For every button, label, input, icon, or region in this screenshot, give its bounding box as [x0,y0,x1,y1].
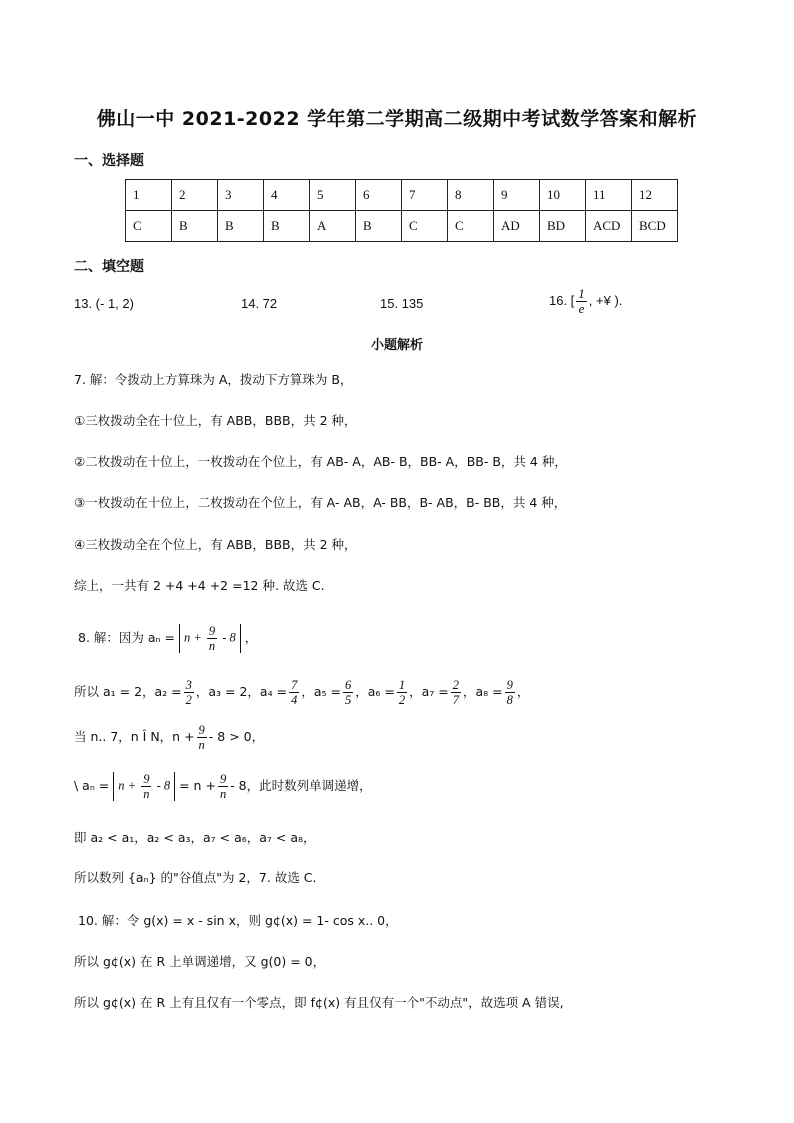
fraction-denominator: e [578,301,585,316]
q8-therefore-pre: \ aₙ = [74,778,110,793]
q10-line-3: 所以 g¢(x) 在 R 上有且仅有一个零点，即 f¢(x) 有且仅有一个"不动点"，故选项 A 错误, [74,995,564,1010]
q8-line-1-text: 8. 解：因为 aₙ = [78,630,175,645]
q8-line-4: \ aₙ = n + $\frac{9}{n}$ - 8 = n + $\frac{9}{n}$ - 8，此时数列单调递增， [74,772,372,801]
q7-line-2: ①三枚拨动全在十位上，有 ABB，BBB，共 2 种， [74,413,357,428]
q8-seq-a6: ，a₆ = [355,684,395,699]
answer-16-suffix: , +¥ ). [588,292,623,308]
answer-14: 14. 72 [241,296,278,311]
table-cell: 5 [310,180,356,211]
q7-line-4: ③一枚拨动在十位上，二枚拨动在个位上，有 A- AB，A- BB，B- AB，B- BB，共 4 种， [74,495,567,510]
q8-cond-pre: 当 n.. 7，n Î N，n + [74,729,195,744]
q10-line-2: 所以 g¢(x) 在 R 上单调递增，又 g(0) = 0， [74,954,326,969]
table-cell: A [310,211,356,242]
answer-15: 15. 135 [380,296,424,311]
q8-line-1-end: ， [244,630,258,645]
answer-16-prefix: 16. [ [549,292,575,308]
q10-line-1: 10. 解：令 g(x) = x - sin x，则 g¢(x) = 1- cos x.. 0， [78,913,398,928]
q7-line-3: ②二枚拨动在十位上，一枚拨动在个位上，有 AB- A，AB- B，BB- A，BB- B，共 4 种， [74,454,567,469]
section-fill-heading: 二、填空题 [74,259,144,275]
table-cell: B [264,211,310,242]
table-cell: 2 [172,180,218,211]
table-cell: 8 [448,180,494,211]
answer-16 [549,287,622,316]
q8-line-5: 即 a₂ < a₁，a₂ < a₃，a₇ < a₆，a₇ < a₈， [74,830,316,845]
q8-seq-a5: ，a₅ = [301,684,341,699]
q8-cond-post: - 8 > 0， [208,729,265,744]
table-cell: BD [540,211,586,242]
table-cell: C [126,211,172,242]
q8-seq-end: ， [516,684,530,699]
q7-line-6: 综上，一共有 2 +4 +4 +2 =12 种. 故选 C. [74,578,325,593]
answer-13: 13. (- 1, 2) [74,296,134,311]
solutions-heading: 小题解析 [370,338,423,353]
table-cell: B [172,211,218,242]
q8-seq-a8: ，a₈ = [462,684,503,699]
table-row-numbers [126,180,678,211]
answer-table [125,179,678,242]
q7-line-1: 7. 解：令拨动上方算珠为 A，拨动下方算珠为 B， [74,372,353,387]
table-row-answers [126,211,678,242]
q8-line-6: 所以数列 {aₙ} 的"谷值点"为 2，7. 故选 C. [74,870,317,885]
table-cell: 10 [540,180,586,211]
table-cell: 9 [494,180,540,211]
table-cell: ACD [586,211,632,242]
q8-line-1 [78,624,257,653]
table-cell: B [356,211,402,242]
q7-line-5: ④三枚拨动全在个位上，有 ABB，BBB，共 2 种， [74,537,357,552]
table-cell: C [448,211,494,242]
table-cell: BCD [632,211,678,242]
table-cell: 12 [632,180,678,211]
table-cell: 3 [218,180,264,211]
table-cell: 7 [402,180,448,211]
table-cell: 1 [126,180,172,211]
absolute-value: n + $\frac{9}{n}$ - 8 [113,772,175,801]
q8-seq-a3: ，a₃ = 2，a₄ = [195,684,288,699]
q8-therefore-mid: = n + [179,778,216,793]
section-choice-heading: 一、选择题 [74,153,144,169]
q8-seq-a7: ，a₇ = [409,684,449,699]
q8-line-2: 所以 a₁ = 2，a₂ = $\frac{3}{2}$ ，a₃ = 2，a₄ = $\frac{7}{4}$ ，a₅ = $\frac{6}{5}$ ，a₆ = $\frac{1}{2}$ ，a₇ = $\frac{2}{7}$ ，a₈ = $\frac{9}{8}$ ， [74,678,530,707]
table-cell: 11 [586,180,632,211]
table-cell: 4 [264,180,310,211]
table-cell: C [402,211,448,242]
q8-therefore-post: - 8，此时数列单调递增， [230,778,372,793]
page-title: 佛山一中 2021-2022 学年第二学期高二级期中考试数学答案和解析 [96,108,698,130]
table-cell: AD [494,211,540,242]
fraction-numerator: 1 [578,286,585,301]
table-cell: 6 [356,180,402,211]
absolute-value: n + $\frac{9}{n}$ - 8 [179,624,241,653]
table-cell: B [218,211,264,242]
q8-seq-start: 所以 a₁ = 2，a₂ = [74,684,182,699]
fraction [576,287,587,316]
q8-line-3: 当 n.. 7，n Î N，n + $\frac{9}{n}$ - 8 > 0， [74,723,265,752]
